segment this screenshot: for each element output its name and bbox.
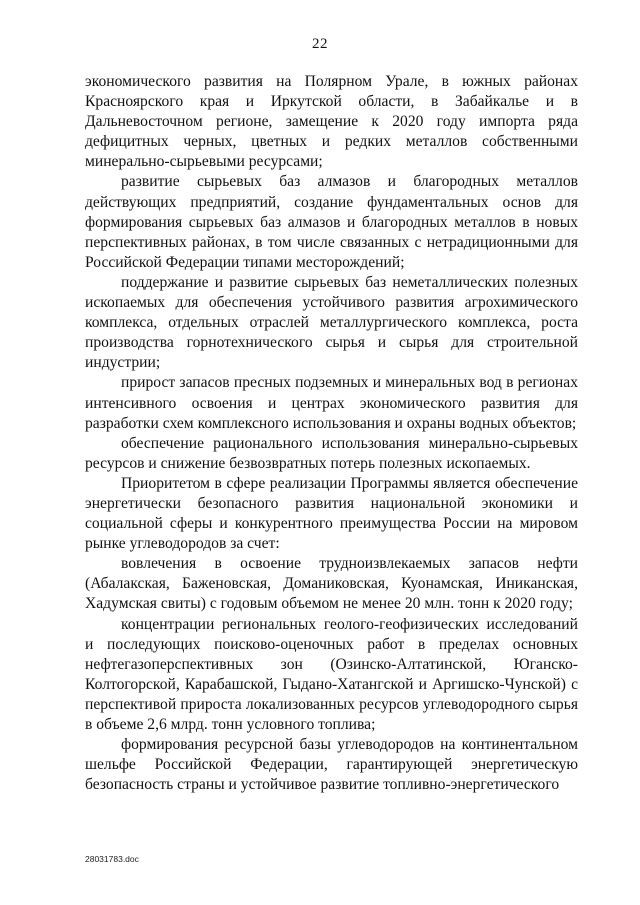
paragraph: прирост запасов пресных подземных и минеральных вод в регионах интенсивного освоения и центрах экономического развития для разработки схем комплексного использования и охраны водных объектов; xyxy=(85,374,578,432)
paragraph: концентрации региональных геолого-геофизических исследований и последующих поисково-оценочных работ в пределах основных нефтегазоперспективных зон (Озинско-Алтатинской, Юганско-Колтогорской, Карабашской, Гыдано-Хатангской и Аргишско-Чунской) с перспективой прироста локализованных ресурсов углеводородного сырья в объеме 2,6 млрд. тонн условного топлива; xyxy=(85,615,578,733)
body-text xyxy=(85,72,578,795)
paragraph: развитие сырьевых баз алмазов и благородных металлов действующих предприятий, создание фундаментальных основ для формирования сырьевых баз алмазов и благородных металлов в новых перспективных районах, в том числе связанных с нетрадиционными для Российской Федерации типами месторождений; xyxy=(85,173,578,271)
footer-filename: 28031783.doc xyxy=(85,854,139,864)
paragraph-continuation: экономического развития на Полярном Урале, в южных районах Красноярского края и Иркутской области, в Забайкалье и в Дальневосточном регионе, замещение к 2020 году импорта ряда дефицитных черных, цветных и редких металлов собственными минерально-сырьевыми ресурсами; xyxy=(85,73,578,171)
paragraph: поддержание и развитие сырьевых баз неметаллических полезных ископаемых для обеспечения устойчивого развития агрохимического комплекса, отдельных отраслей металлургического комплекса, роста производства горнотехнического сырья и сырья для строительной индустрии; xyxy=(85,273,578,372)
paragraph: Приоритетом в сфере реализации Программы является обеспечение энергетически безопасного развития национальной экономики и социальной сферы и конкурентного преимущества России на мировом рынке углеводородов за счет: xyxy=(85,474,578,553)
page-number: 22 xyxy=(312,36,328,52)
paragraph: формирования ресурсной базы углеводородов на континентальном шельфе Российской Федерации, гарантирующей энергетическую безопасность страны и устойчивое развитие топливно-энергетического xyxy=(85,736,578,794)
paragraph: обеспечение рационального использования минерально-сырьевых ресурсов и снижение безвозвратных потерь полезных ископаемых. xyxy=(85,434,578,472)
paragraph: вовлечения в освоение трудноизвлекаемых запасов нефти (Абалакская, Баженовская, Доманиковская, Куонамская, Иниканская, Хадумская свиты) с годовым объемом не менее 20 млн. тонн к 2020 году; xyxy=(85,555,578,613)
